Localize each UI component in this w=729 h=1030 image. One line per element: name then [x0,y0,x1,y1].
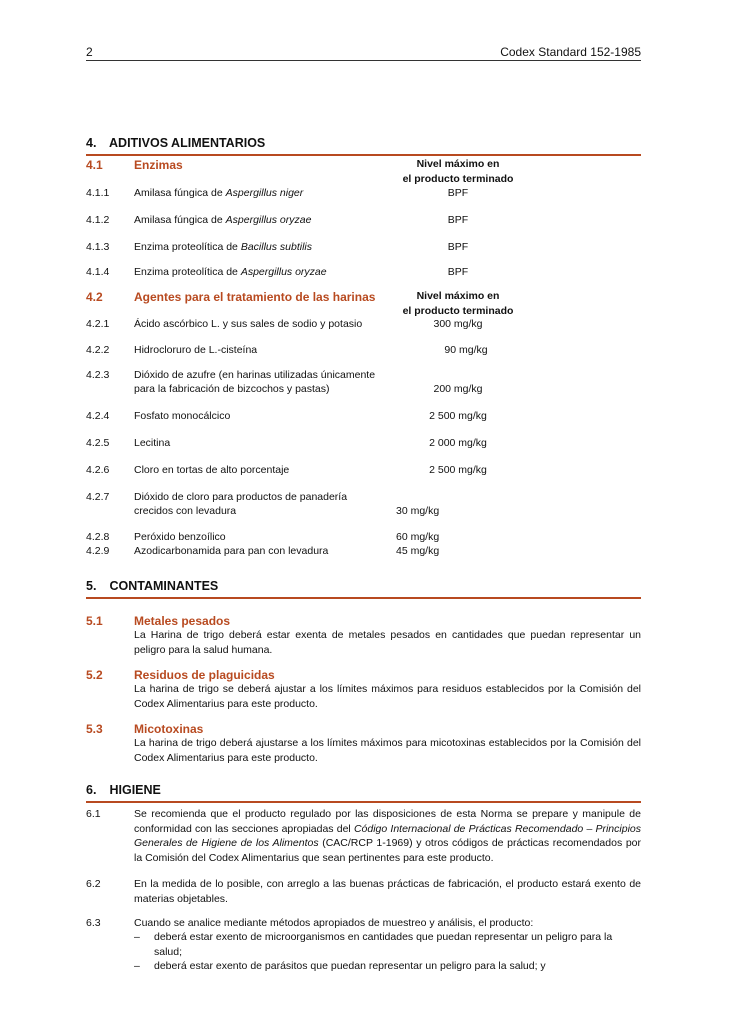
paragraph-number: 6.2 [86,878,101,890]
species-name: Aspergillus niger [225,187,304,199]
column-header-line: el producto terminado [402,173,514,186]
subsection-number: 5.3 [86,722,103,736]
species-name: Aspergillus oryzae [240,266,327,278]
paragraph-number: 6.1 [86,808,101,820]
item-max-level: 90 mg/kg [444,344,488,356]
item-description: Lecitina [134,437,171,449]
code-title: Código Internacional de Prácticas Recomendado – Principios Generales de Higiene de los Alimentos [134,822,641,850]
column-header-line: el producto terminado [402,305,514,318]
item-max-level: 2 500 mg/kg [429,410,487,422]
item-max-level: 60 mg/kg [396,531,440,543]
section-number: 6. [86,783,97,797]
item-max-level: 200 mg/kg [433,383,483,395]
species-name: Bacillus subtilis [240,241,313,253]
subsection-title: Agentes para el tratamiento de las harinas [134,290,376,304]
section-title: CONTAMINANTES [109,579,219,593]
paragraph-6-1 [134,807,641,866]
item-description-line: para la fabricación de bizcochos y pastas) [134,383,330,395]
item-description [134,265,394,280]
item-number: 4.1.2 [86,214,110,226]
item-max-level: BPF [447,214,469,226]
item-max-level: BPF [447,266,469,278]
standard-reference: Codex Standard 152-1985 [500,45,641,59]
section-number: 4. [86,136,97,150]
item-number: 4.2.6 [86,464,110,476]
item-number: 4.2.7 [86,491,110,503]
item-number: 4.1.1 [86,187,110,199]
section-5-heading [86,578,641,599]
item-max-level: 45 mg/kg [396,545,440,557]
column-header-line: Nivel máximo en [416,290,500,302]
item-number: 4.2.9 [86,545,110,557]
item-number: 4.2.5 [86,437,110,449]
section-title: ADITIVOS ALIMENTARIOS [109,136,266,150]
item-max-level: 2 500 mg/kg [429,464,487,476]
item-description [134,213,394,228]
list-item-text: deberá estar exento de microorganismos en cantidades que puedan representar un peligro para la salud; [154,931,613,958]
item-description [134,186,394,201]
paragraph-text: (CAC/RCP 1-1969) y otros códigos de prácticas recomendados por la Comisión del Codex Alimentarius que sean pertinentes para este producto. [134,837,641,865]
item-number: 4.1.3 [86,241,110,253]
section-6-heading [86,782,641,803]
item-text: Amilasa fúngica de [134,187,226,199]
page-header [86,44,641,61]
item-text: Enzima proteolítica de [134,266,241,278]
paragraph-text: Se recomienda que el producto regulado por las disposiciones de esta Norma se prepare y manipule de conformidad con las secciones apropiadas del [134,808,641,835]
item-description [134,240,394,255]
item-number: 4.1.4 [86,266,110,278]
item-number: 4.2.4 [86,410,110,422]
paragraph-6-2: En la medida de lo posible, con arreglo a las buenas prácticas de fabricación, el producto estará exento de materias objetables. [134,878,641,905]
item-description-line: crecidos con levadura [134,505,237,517]
subsection-text: La harina de trigo se deberá ajustar a los límites máximos para residuos establecidos por la Comisión del Codex Alimentarius para este producto. [134,683,641,710]
subsection-text: La harina de trigo deberá ajustarse a los límites máximos para micotoxinas establecidos por la Comisión del Codex Alimentarius para este producto. [134,737,641,764]
max-level-column-header [396,157,520,187]
column-header-line: Nivel máximo en [416,158,500,170]
section-number: 5. [86,579,97,593]
subsection-title: Metales pesados [134,614,231,628]
section-4-heading [86,135,641,156]
item-text: Enzima proteolítica de [134,241,241,253]
item-description: Peróxido benzoílico [134,531,226,543]
list-item-text: deberá estar exento de parásitos que puedan representar un peligro para la salud; y [154,960,546,973]
subsection-number: 4.2 [86,290,103,304]
item-number: 4.2.3 [86,369,110,381]
requirement-list [134,930,641,974]
item-max-level: 300 mg/kg [433,318,483,330]
subsection-number: 4.1 [86,158,103,172]
item-description-line: Dióxido de azufre (en harinas utilizadas únicamente [134,369,376,381]
item-description: Azodicarbonamida para pan con levadura [134,545,329,557]
paragraph-number: 6.3 [86,917,101,929]
item-max-level: BPF [447,187,469,199]
subsection-number: 5.2 [86,668,103,682]
item-description: Hidrocloruro de L.-cisteína [134,344,258,356]
item-description: Cloro en tortas de alto porcentaje [134,464,290,476]
page-number: 2 [86,45,93,59]
subsection-title: Enzimas [134,158,183,172]
item-number: 4.2.8 [86,531,110,543]
subsection-number: 5.1 [86,614,103,628]
subsection-title: Micotoxinas [134,722,204,736]
max-level-column-header [396,289,520,319]
dash-bullet: – [134,960,140,973]
subsection-title: Residuos de plaguicidas [134,668,275,682]
list-item [134,959,641,974]
list-item [134,930,641,959]
item-description: Ácido ascórbico L. y sus sales de sodio y potasio [134,318,363,330]
item-number: 4.2.1 [86,318,110,330]
item-max-level: 30 mg/kg [396,505,440,517]
section-title: HIGIENE [109,783,161,797]
subsection-text: La Harina de trigo deberá estar exenta de metales pesados en cantidades que puedan representar un peligro para la salud humana. [134,629,641,656]
item-description-line: Dióxido de cloro para productos de panadería [134,491,348,503]
item-max-level: BPF [447,241,469,253]
paragraph-6-3: Cuando se analice mediante métodos apropiados de muestreo y análisis, el producto: [134,917,534,929]
item-description: Fosfato monocálcico [134,410,231,422]
item-text: Amilasa fúngica de [134,214,226,226]
dash-bullet: – [134,931,140,943]
species-name: Aspergillus oryzae [225,214,312,226]
item-number: 4.2.2 [86,344,110,356]
item-max-level: 2 000 mg/kg [429,437,487,449]
